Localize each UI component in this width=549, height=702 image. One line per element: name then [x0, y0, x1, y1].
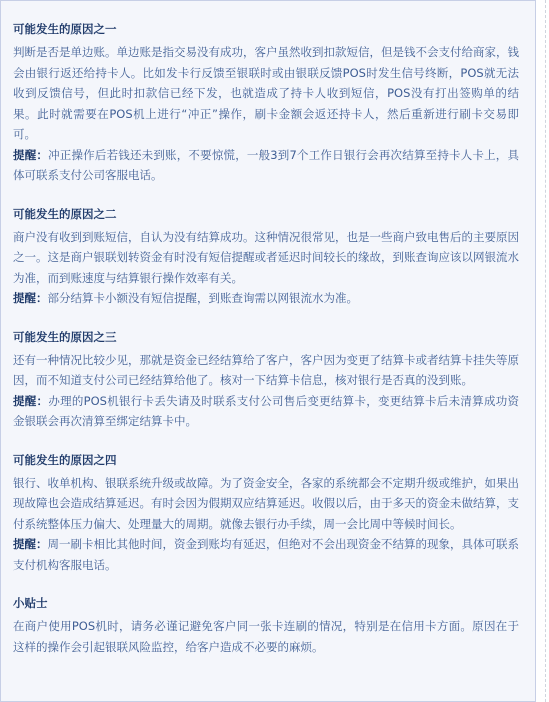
section-body: 商户没有收到到账短信，自认为没有结算成功。这种情况很常见，也是一些商户致电售后的主要原因之一。这是商户银联划转资金有时没有短信提醒或者延迟时间较长的缘故，到账查询应该以网银流水为准，而到账速度与结算银行操作效率有关。 [13, 229, 519, 285]
tip-label: 提醒： [13, 147, 49, 162]
section-tips [13, 595, 519, 657]
section-title: 可能发生的原因之三 [13, 329, 117, 344]
section-body: 银行、收单机构、银联系统升级或故障。为了资金安全，各家的系统都会不定期升级或维护，如果出现故障也会造成结算延迟。有时会因为假期双应结算延迟。收假以后，由于多天的资金未做结算，支付系统整体压力偏大、处理量大的周期。就像去银行办手续，周一会比周中等候时间长。 [13, 475, 519, 531]
section-tip [13, 288, 519, 309]
section-reason-3 [13, 329, 519, 432]
section-tip [13, 145, 519, 186]
section-title: 可能发生的原因之一 [13, 22, 117, 36]
tip-label: 提醒： [13, 291, 48, 305]
section-reason-2 [13, 206, 519, 309]
section-reason-1 [13, 21, 519, 186]
section-reason-4 [13, 452, 519, 576]
section-title: 小贴士 [13, 596, 48, 610]
tip-text: 部分结算卡小额没有短信提醒，到账查询需以网银流水为准。 [47, 291, 358, 305]
section-body: 还有一种情况比较少见，那就是资金已经结算给了客户，客户因为变更了结算卡或者结算卡挂失等原因，而不知道支付公司已经结算给他了。核对一下结算卡信息，核对银行是否真的没到账。 [13, 352, 519, 387]
tip-text: 冲正操作后若钱还未到账，不要惊慌，一般3到7个工作日银行会再次结算至持卡人卡上，具体可联系支付公司客服电话。 [13, 147, 519, 182]
section-tip [13, 391, 519, 432]
tip-text: 办理的POS机银行卡丢失请及时联系支付公司售后变更结算卡，变更结算卡后未清算成功资金银联会再次清算至绑定结算卡中。 [13, 393, 519, 428]
section-title: 可能发生的原因之二 [13, 206, 117, 221]
page-edge-divider [545, 0, 546, 702]
section-body: 判断是否是单边账。单边账是指交易没有成功，客户虽然收到扣款短信，但是钱不会支付给商家，钱会由银行返还给持卡人。比如发卡行反馈至银联时或由银联反馈POS时发生信号终断，POS就无法收到反馈信号，但此时扣款信已经下发，也就造成了持卡人收到短信，POS没有打出签购单的结果。此时就需要在POS机上进行“冲正”操作，刷卡金额会返还持卡人，然后重新进行刷卡交易即可。 [13, 45, 519, 141]
section-title: 可能发生的原因之四 [13, 452, 117, 467]
section-tip [13, 534, 519, 575]
tip-label: 提醒： [13, 393, 49, 408]
tip-label: 提醒： [13, 537, 48, 551]
tip-text: 周一刷卡相比其他时间，资金到账均有延迟，但绝对不会出现资金不结算的现象，具体可联系支付机构客服电话。 [13, 537, 519, 572]
section-body: 在商户使用POS机时，请务必谨记避免客户同一张卡连刷的情况，特别是在信用卡方面。原因在于这样的操作会引起银联风险监控，给客户造成不必要的麻烦。 [13, 619, 519, 654]
